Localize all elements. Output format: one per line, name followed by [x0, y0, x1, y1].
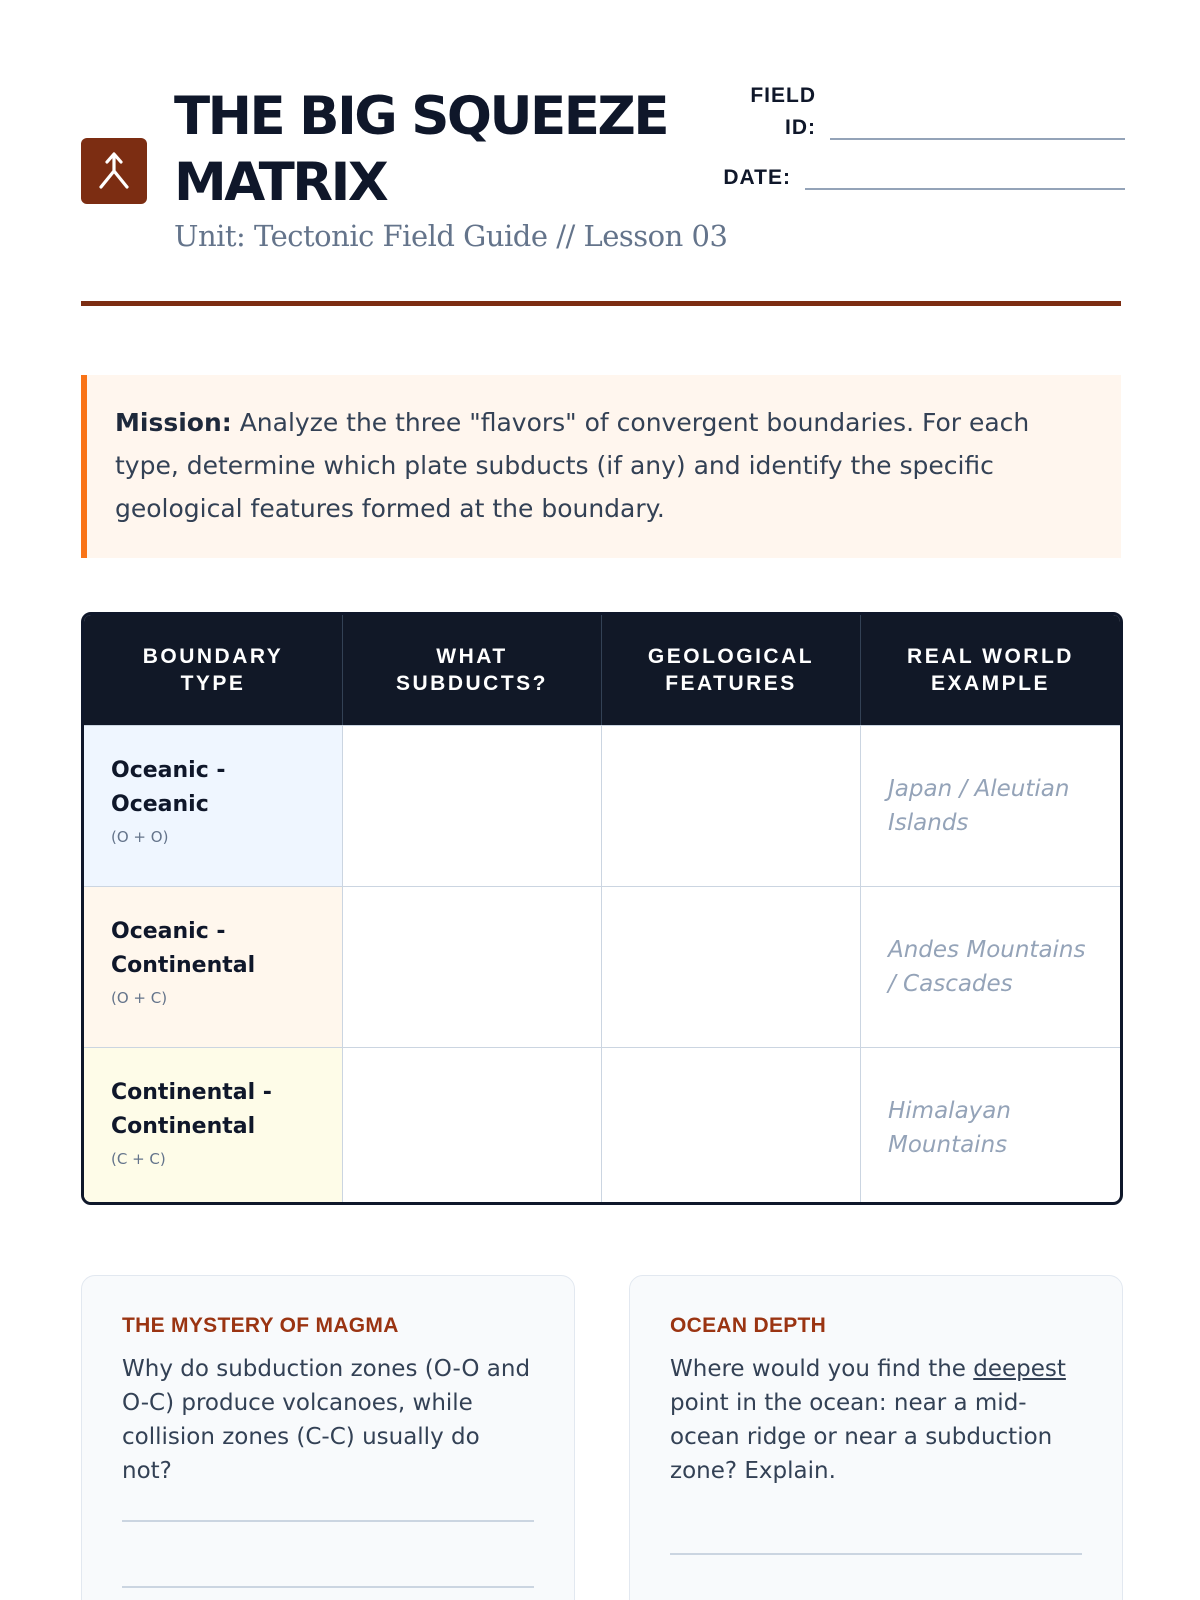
page-title: THE BIG SQUEEZE MATRIX	[174, 86, 668, 213]
what-subducts-answer-cell[interactable]	[343, 726, 602, 886]
geological-features-answer-cell[interactable]	[602, 726, 861, 886]
card-question-end: point in the ocean: near a mid-ocean ridge or near a subduction zone? Explain.	[670, 1390, 1053, 1484]
boundary-type-name: Oceanic - Continental	[111, 919, 256, 978]
field-id-label: FIELD ID:	[750, 84, 816, 139]
what-subducts-answer-cell[interactable]	[343, 887, 602, 1047]
geological-features-answer-cell[interactable]	[602, 887, 861, 1047]
card-question	[670, 1352, 1082, 1488]
table-row	[84, 725, 1120, 886]
question-card-ocean-depth	[629, 1275, 1123, 1600]
geological-features-answer-cell[interactable]	[602, 1048, 861, 1205]
boundary-type-code: (C + C)	[111, 1150, 166, 1168]
date-label: DATE:	[723, 166, 791, 189]
header-divider	[81, 301, 1121, 306]
card-question-start: Where would you find the	[670, 1356, 974, 1382]
card-question: Why do subduction zones (O-O and O-C) produce volcanoes, while collision zones (C-C) usually do not?	[122, 1356, 531, 1484]
real-world-example-cell: Japan / Aleutian Islands	[888, 776, 1070, 836]
table-row	[84, 886, 1120, 1047]
boundary-matrix-table	[81, 612, 1123, 1205]
card-question-emphasis: deepest	[973, 1356, 1066, 1382]
date-input-line[interactable]	[805, 188, 1125, 190]
mission-text: Analyze the three "flavors" of convergent boundaries. For each type, determine which plate subducts (if any) and identify the specific geological features formed at the boundary.	[115, 408, 1030, 523]
real-world-example-cell: Andes Mountains / Cascades	[888, 937, 1086, 997]
field-id-row	[721, 80, 1125, 144]
mission-label: Mission:	[115, 408, 232, 437]
converge-arrow-icon	[97, 151, 131, 191]
boundary-type-name: Oceanic - Oceanic	[111, 758, 226, 817]
page-subtitle: Unit: Tectonic Field Guide // Lesson 03	[174, 219, 728, 253]
card-title: OCEAN DEPTH	[670, 1314, 827, 1337]
column-header-geological-features: GEOLOGICAL FEATURES	[602, 615, 861, 725]
table-header-row	[84, 615, 1120, 725]
card-title: THE MYSTERY OF MAGMA	[122, 1314, 399, 1337]
boundary-type-code: (O + C)	[111, 989, 168, 1007]
mission-box	[81, 375, 1121, 558]
logo	[81, 138, 147, 204]
boundary-type-cell	[84, 887, 343, 1047]
worksheet-header	[81, 80, 1121, 300]
question-card-magma	[81, 1275, 575, 1600]
answer-line[interactable]	[670, 1553, 1082, 1555]
what-subducts-answer-cell[interactable]	[343, 1048, 602, 1205]
boundary-type-name: Continental - Continental	[111, 1080, 272, 1139]
boundary-type-cell	[84, 1048, 343, 1205]
answer-line[interactable]	[122, 1586, 534, 1588]
column-header-real-world-example: REAL WORLD EXAMPLE	[907, 645, 1074, 695]
column-header-what-subducts: WHAT SUBDUCTS?	[343, 615, 602, 725]
column-header-boundary-type: BOUNDARY TYPE	[84, 615, 343, 725]
date-row	[721, 162, 1125, 194]
table-row	[84, 1047, 1120, 1205]
field-id-input-line[interactable]	[830, 138, 1125, 140]
boundary-type-cell	[84, 726, 343, 886]
real-world-example-cell: Himalayan Mountains	[888, 1098, 1011, 1158]
boundary-type-code: (O + O)	[111, 828, 169, 846]
answer-line[interactable]	[122, 1520, 534, 1522]
